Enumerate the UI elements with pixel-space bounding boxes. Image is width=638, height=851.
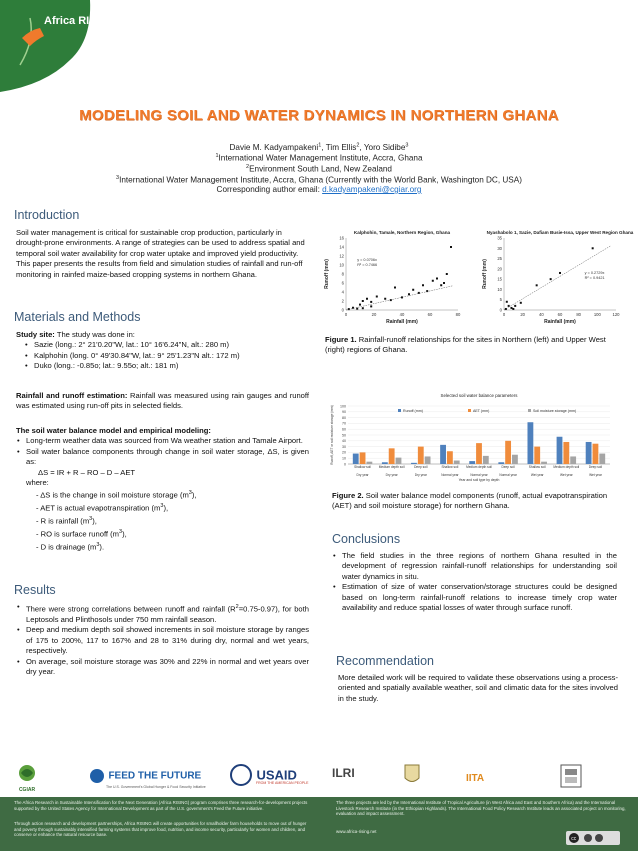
data-point — [432, 280, 434, 282]
ifpri-logo — [560, 764, 582, 793]
chart-title: Kalphohin, Tamale, Northern Region, Ghana — [353, 230, 451, 235]
email-link[interactable]: d.kadyampakeni@cgiar.org — [322, 185, 422, 194]
x-tick-label: 100 — [593, 312, 601, 317]
data-point — [450, 246, 452, 248]
globe-icon — [90, 769, 104, 783]
study-site-text: The study was done in: — [56, 330, 135, 339]
introduction-heading: Introduction — [14, 208, 80, 222]
legend-swatch — [528, 409, 531, 412]
x-axis-label: Rainfall (mm) — [386, 319, 418, 325]
chart-title: Selected soil water balance parameters — [440, 393, 518, 398]
usaid-seal-icon — [230, 764, 252, 786]
y-tick-label: 15 — [497, 276, 502, 282]
y-tick-label: 10 — [342, 456, 346, 461]
trend-r2: R² = 0.7466 — [357, 263, 378, 268]
corresponding-label: Corresponding author email: — [216, 185, 320, 194]
legend-swatch — [468, 409, 471, 412]
trend-r2: R² = 0.9421 — [584, 276, 605, 280]
legend-label: Runoff (mm) — [403, 409, 423, 413]
logo-leaf-shape — [0, 0, 90, 92]
y-tick-label: 90 — [342, 410, 346, 415]
cgiar-logo — [12, 764, 42, 793]
data-point — [436, 278, 438, 280]
partner-logos — [0, 762, 638, 796]
y-tick-label: 60 — [342, 427, 346, 432]
figure1-caption — [325, 335, 615, 356]
poster-title: MODELING SOIL AND WATER DYNAMICS IN NORTHERN GHANA — [79, 107, 559, 124]
affiliation-3: $^3$International Water Management Institute, Accra, Ghana (Currently with the World Bank, Washington DC, USA) — [116, 175, 522, 185]
rainfall-runoff-block — [16, 391, 309, 412]
iita-logo — [466, 768, 484, 786]
group-label: Dry year — [356, 473, 369, 477]
group-label: Normal year — [441, 473, 459, 477]
y-tick-label: 14 — [339, 244, 344, 250]
y-axis-label: Runoff, AET or soil moisture storage (mm) — [330, 405, 334, 465]
group-label: Wet year — [589, 473, 602, 477]
bar — [454, 461, 460, 464]
footer-left-para1: The Africa Research in Sustainable Intensification for the Next Generation (Africa RISING) program comprises three research-for-development projects supported by the United States Agency for International Development as part of the U.S. government's Feed the Future initiative. — [14, 800, 308, 811]
y-tick-label: 20 — [342, 450, 346, 455]
bar — [599, 454, 605, 464]
y-tick-label: 6 — [341, 280, 344, 286]
data-point — [536, 284, 538, 286]
bar — [382, 462, 388, 464]
group-label: Wet year — [559, 473, 573, 477]
x-tick-label: 20 — [371, 312, 377, 317]
footer-bar — [0, 797, 638, 851]
y-tick-label: 2 — [341, 298, 344, 304]
footer-left-para2: Through action research and development partnerships, Africa RISING will create opportunities for smallholder farm households to move out of hunger and poverty through sustainably intensified farming systems that improve food, nutrition, and income security, particularly for women and children, and conserve or enhance the natural resource base. — [14, 821, 307, 838]
legend-label: Soil moisture storage (mm) — [533, 409, 577, 413]
category-label: Shallow soil — [441, 465, 459, 469]
y-tick-label: 0 — [341, 307, 344, 313]
y-tick-label: 25 — [497, 256, 502, 262]
x-tick-label: 40 — [399, 312, 405, 317]
usaid-logo — [230, 764, 320, 785]
y-tick-label: 0 — [344, 462, 346, 467]
definition-item: - AET is actual evapotranspiration $(m^3)$, — [36, 503, 169, 513]
group-label: Dry year — [414, 473, 427, 477]
figure1-label: Figure 1. — [325, 335, 357, 344]
group-label: Normal year — [470, 473, 488, 477]
bar — [440, 445, 446, 464]
y-axis-label: Runoff (mm) — [482, 259, 488, 289]
usaid-text: USAID — [256, 767, 297, 783]
conclusions-block — [332, 551, 617, 613]
x-tick-label: 40 — [538, 312, 544, 317]
bar — [425, 456, 431, 464]
data-point — [550, 278, 552, 280]
data-point — [440, 284, 442, 286]
y-tick-label: 8 — [341, 271, 344, 277]
ilri-logo — [332, 764, 372, 782]
data-point — [559, 272, 561, 274]
results-bullet: • Deep and medium depth soil showed increments in soil moisture storage by ranges of 175 to 200%, 117 to 167% and 28 to 31% during dry, normal and wet years, respectively. — [16, 625, 309, 656]
bar — [366, 462, 372, 464]
data-point — [370, 305, 372, 307]
legend-label: AET (mm) — [473, 409, 490, 413]
y-tick-label: 10 — [497, 286, 502, 292]
footer-url-link[interactable]: www.africa-rising.net — [336, 829, 377, 834]
x-tick-label: 60 — [427, 312, 433, 317]
y-tick-label: 16 — [339, 235, 344, 241]
definition-item: - R is rainfall $(m^3)$, — [36, 516, 97, 526]
group-label: Wet year — [530, 473, 544, 477]
bar — [498, 462, 504, 464]
bar — [389, 448, 395, 464]
category-label: Medium depth soil — [553, 465, 580, 469]
recommendation-body: More detailed work will be required to validate these observations using a process-oriented and spatially available weather, soil and climatic data for the sites involved in the study. — [338, 673, 618, 703]
data-point — [362, 300, 364, 302]
results-bullet: • There were strong correlations between runoff and rainfall $(R^2=0.75-0.97)$, for both Leptosols and Plinthosols under 750 mm rainfall season. — [16, 602, 309, 625]
affiliation-1: $^1$International Water Management Institute, Accra, Ghana — [215, 153, 423, 163]
data-point — [394, 287, 396, 289]
data-point — [510, 307, 512, 309]
bar — [541, 462, 547, 464]
data-point — [412, 289, 414, 291]
group-label: Normal year — [499, 473, 517, 477]
x-tick-label: 120 — [612, 312, 620, 317]
results-bullet: • On average, soil moisture storage was 30% and 22% in normal and wet years over dry year. — [16, 657, 309, 678]
bar — [512, 455, 518, 464]
trend-line — [346, 286, 452, 310]
bar — [527, 422, 533, 464]
bar — [476, 443, 482, 464]
model-block — [16, 426, 309, 553]
results-block — [16, 602, 309, 677]
affiliation-2: $^2$Environment South Land, New Zealand — [246, 164, 392, 174]
definition-item: - D is drainage $(m^3)$. — [36, 542, 105, 552]
chart-title: Nyashabolo 1, Sazie, Dafiam Busie-Issa, Upper West Region Ghana — [486, 230, 634, 235]
cgiar-text: CGIAR — [18, 787, 36, 793]
x-tick-label: 80 — [455, 312, 461, 317]
category-label: Deep soil — [588, 465, 603, 469]
svg-text:cc: cc — [571, 836, 577, 842]
bar — [396, 458, 402, 464]
y-tick-label: 10 — [339, 262, 344, 268]
site-item: • Kalphohin (long. 0° 49'30.84"W, lat.: 9° 25'1.23"N alt.: 172 m) — [24, 351, 311, 361]
feed-the-future-logo — [90, 767, 210, 789]
feed-subtitle: The U.S. Government's Global Hunger & Food Security Initiative — [106, 785, 206, 789]
study-site-block — [16, 330, 311, 372]
y-tick-label: 20 — [497, 266, 502, 272]
figure1-text: Rainfall-runoff relationships for the sites in Northern (left) and Upper West (right) regions of Ghana. — [325, 335, 606, 355]
partner-crest-logo — [404, 764, 420, 791]
data-point — [422, 284, 424, 286]
ilri-text: ILRI — [332, 766, 355, 780]
rainfall-label: Rainfall and runoff estimation: — [16, 391, 128, 400]
x-tick-label: 20 — [520, 312, 526, 317]
data-point — [592, 247, 594, 249]
trend-equation: y = 0.0706x — [357, 258, 377, 263]
x-tick-label: 80 — [576, 312, 582, 317]
data-point — [514, 305, 516, 307]
recommendation-heading: Recommendation — [336, 654, 434, 668]
bar — [411, 463, 417, 464]
y-tick-label: 12 — [339, 253, 344, 259]
bar — [557, 437, 563, 464]
bar — [563, 442, 569, 464]
y-tick-label: 50 — [342, 433, 346, 438]
bar — [360, 452, 366, 464]
y-axis-label: Runoff (mm) — [324, 259, 330, 289]
data-point — [408, 293, 410, 295]
rainfall-text: Rainfall was measured using rain gauges and runoff was estimated using run-off pits in selected fields. — [16, 391, 309, 411]
legend-swatch — [398, 409, 401, 412]
x-axis-label: Rainfall (mm) — [544, 319, 576, 325]
data-point — [362, 307, 364, 309]
where-label: where: — [26, 478, 49, 488]
definition-item: - ΔS is the change in soil moisture storage $(m^3)$, — [36, 490, 197, 500]
iita-text: IITA — [466, 773, 485, 784]
data-point — [446, 273, 448, 275]
corresponding-author — [0, 184, 638, 195]
conclusions-bullet: • Estimation of size of water conservation/storage structures could be designed based on long-term rainfall-runoff relations to increase timely crop water availability and reduce spatial losses of water through surface runoff. — [332, 582, 617, 613]
bar — [447, 451, 453, 464]
site-item: • Sazie (long.: 2° 21'0.20"W, lat.: 10° 16'6.24"N, alt.: 280 m) — [24, 340, 311, 350]
x-tick-label: 0 — [344, 312, 348, 317]
data-point — [359, 304, 361, 306]
results-heading: Results — [14, 583, 56, 597]
methods-heading: Materials and Methods — [14, 310, 141, 324]
bar — [586, 442, 592, 464]
conclusions-heading: Conclusions — [332, 532, 401, 546]
data-point — [384, 298, 386, 300]
y-tick-label: 100 — [340, 404, 346, 409]
kalphohin-scatter-chart — [320, 226, 470, 334]
logo-text: Africa RISING — [44, 15, 117, 27]
footer-right-para: The three projects are led by the International Institute of Tropical Agriculture (in West Africa and East and Southern Africa) and the International Livestock Research Institute (in the Ethiopian Highlands). The International Food Policy Research Institute leads an associated project on monitoring, evaluation and impact assessment. — [336, 800, 626, 817]
y-tick-label: 40 — [342, 439, 346, 444]
y-tick-label: 30 — [342, 444, 346, 449]
feed-title: FEED THE FUTURE — [108, 770, 202, 782]
usaid-subtitle: FROM THE AMERICAN PEOPLE — [256, 781, 309, 785]
bar — [483, 456, 489, 464]
y-tick-label: 0 — [499, 307, 502, 313]
category-label: Shallow soil — [354, 465, 371, 469]
bar — [353, 454, 359, 464]
water-balance-equation: ΔS = IR + R – RO – D – AET — [38, 467, 136, 477]
category-label: Deep soil — [501, 465, 515, 469]
data-point — [401, 296, 403, 298]
data-point — [520, 302, 522, 304]
figure2-caption — [332, 491, 617, 512]
site-item: • Duko (long.: -0.85o; lat.: 9.55o; alt.: 181 m) — [24, 361, 311, 371]
data-point — [512, 308, 514, 310]
africa-rising-logo — [0, 0, 117, 95]
sazie-scatter-chart — [478, 226, 634, 334]
definition-item: - RO is surface runoff $(m^3)$, — [36, 529, 127, 539]
bar — [534, 447, 540, 464]
bar — [418, 447, 424, 464]
y-tick-label: 4 — [341, 289, 344, 295]
x-axis-label: Year and soil type by depth — [458, 478, 500, 482]
y-tick-label: 80 — [342, 415, 346, 420]
model-label: The soil water balance model and empirical modeling: — [16, 426, 211, 435]
study-site-label: Study site: — [16, 330, 55, 339]
y-tick-label: 35 — [497, 235, 502, 241]
creative-commons-badge — [566, 831, 620, 845]
trend-equation: y = 0.2729x — [584, 271, 605, 275]
category-label: Medium depth soil — [378, 465, 405, 469]
bar — [570, 456, 576, 464]
conclusions-bullet: • The field studies in the three regions of northern Ghana resulted in the development of regression rainfall-runoff relationships for understanding soil water dynamics in situ. — [332, 551, 617, 582]
figure2-text: Soil water balance model components (runoff, actual evapotranspiration (AET) and soil moisture storage) for northern Ghana. — [332, 491, 608, 511]
soil-water-balance-bar-chart — [326, 390, 616, 488]
model-bullet: • Long-term weather data was sourced from Wa weather station and Tamale Airport. — [16, 436, 309, 446]
figure2-label: Figure 2. — [332, 491, 364, 500]
data-point — [506, 301, 508, 303]
data-point — [376, 296, 378, 298]
model-bullet: • Soil water balance components through change in soil water storage, ΔS, is given as: — [16, 447, 309, 468]
bar — [469, 461, 475, 464]
y-tick-label: 30 — [497, 245, 502, 251]
category-label: Medium depth soil — [466, 465, 492, 469]
bar — [593, 444, 599, 464]
introduction-body: Soil water management is critical for sustainable crop production, particularly in drought-prone environments. A range of strategies can be used to address spatial and temporal soil water availability for crop water uptake and improved yield productivity. This paper presents the results from field and simulation studies of rainfall and run-off monitoring in rainfed maize-based cropping systems in northern Ghana. — [16, 228, 305, 279]
bar — [505, 441, 511, 464]
group-label: Dry year — [385, 473, 398, 477]
data-point — [370, 301, 372, 303]
x-tick-label: 60 — [557, 312, 563, 317]
y-tick-label: 5 — [499, 297, 502, 303]
data-point — [443, 282, 445, 284]
author-list: Davie M. Kadyampakeni$^1$, Tim Ellis$^2$, Yoro Sidibe$^3$ — [229, 142, 409, 152]
y-tick-label: 70 — [342, 421, 346, 426]
category-label: Deep soil — [414, 465, 428, 469]
category-label: Shallow soil — [528, 465, 546, 469]
data-point — [356, 308, 358, 310]
cgiar-leaf-icon — [17, 764, 37, 782]
data-point — [366, 298, 368, 300]
x-tick-label: 0 — [502, 312, 506, 317]
